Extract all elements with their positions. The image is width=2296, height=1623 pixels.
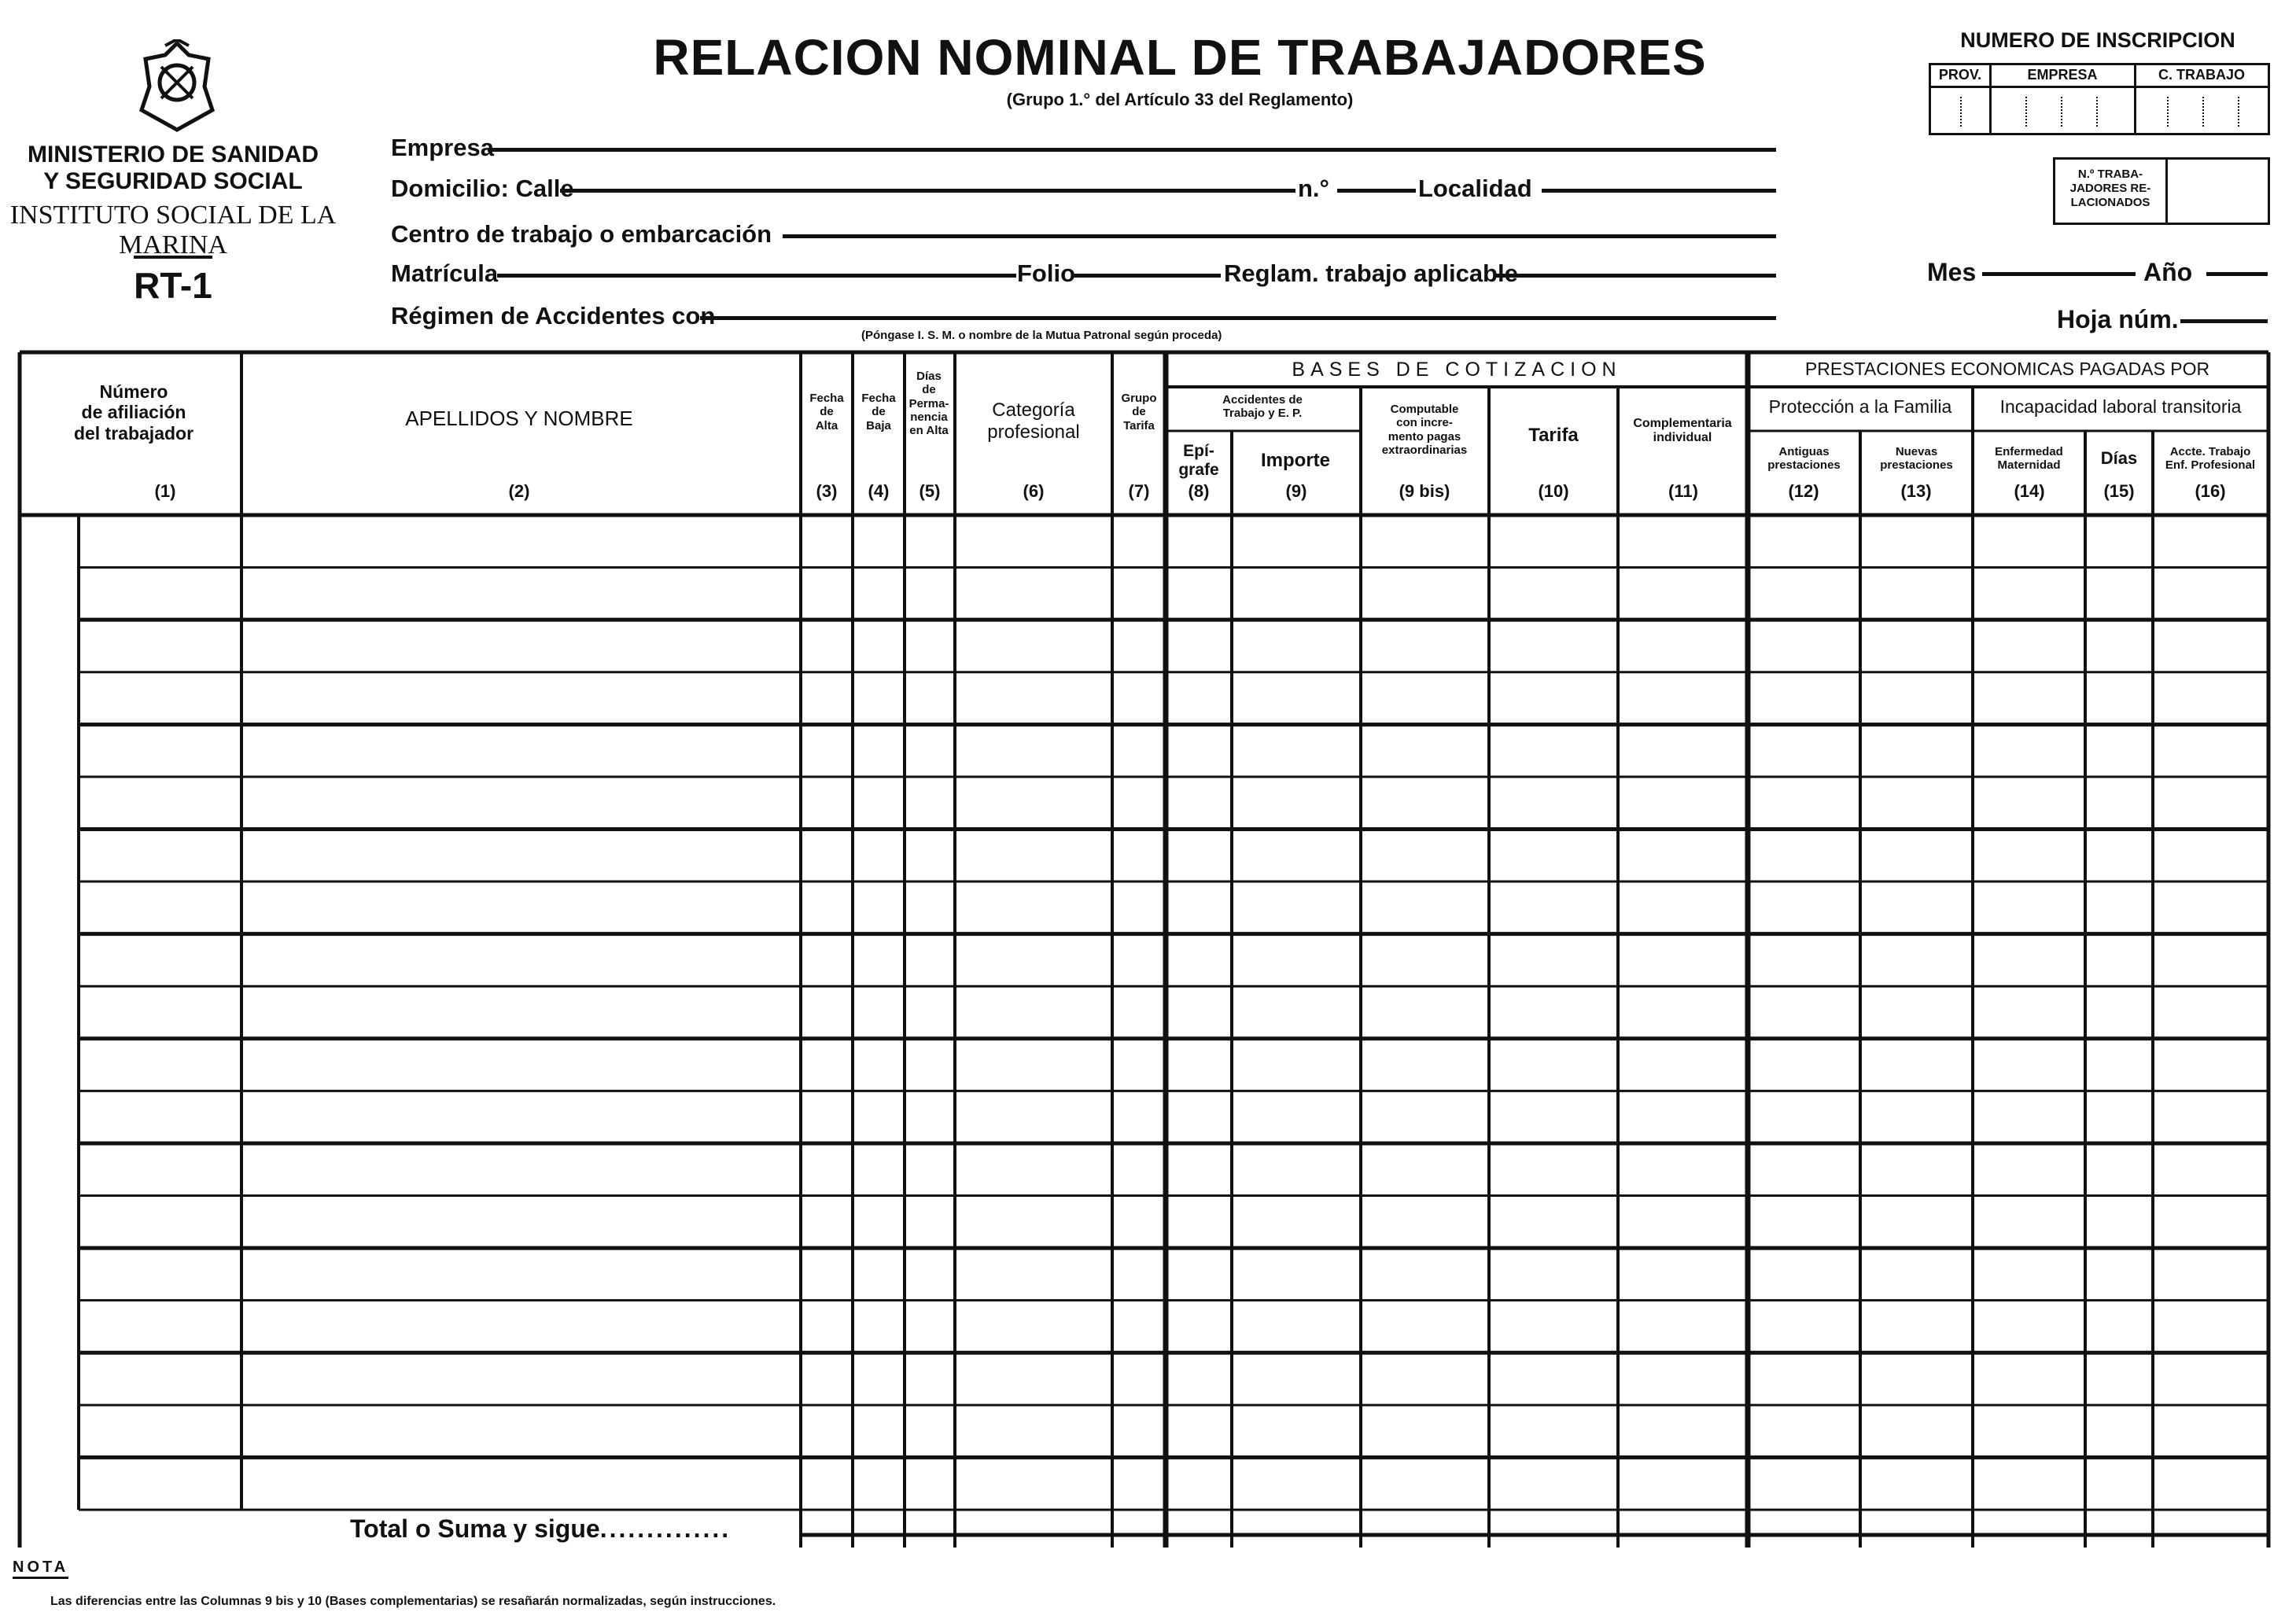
- hoja-label: Hoja núm.: [2057, 305, 2179, 333]
- col11-header: Complementaria individual: [1633, 417, 1732, 445]
- num-trabajadores-label: N.º TRABA- JADORES RE- LACIONADOS: [2069, 167, 2151, 209]
- column-number-2: (2): [508, 481, 530, 501]
- column-number-15: (14): [2014, 481, 2045, 501]
- col8-header: Epí- grafe: [1178, 442, 1219, 480]
- col12-header: Antiguas prestaciones: [1767, 445, 1841, 473]
- regimen-note: (Póngase I. S. M. o nombre de la Mutua Patronal según proceda): [861, 329, 1222, 342]
- bases-header: BASES DE COTIZACION: [1292, 359, 1622, 381]
- column-number-16: (15): [2103, 481, 2135, 501]
- col9bis-header: Computable con incre- mento pagas extraordinarias: [1381, 403, 1468, 457]
- proteccion-header: Protección a la Familia: [1768, 396, 1952, 417]
- page-title: RELACION NOMINAL DE TRABAJADORES: [653, 29, 1707, 86]
- accidentes-header: Accidentes de Trabajo y E. P.: [1222, 393, 1303, 421]
- inscripcion-prov: PROV.: [1938, 67, 1982, 83]
- domicilio-label: Domicilio: Calle: [391, 175, 574, 202]
- column-number-11: (10): [1538, 481, 1569, 501]
- inscripcion-empresa: EMPRESA: [2027, 67, 2098, 83]
- col1-header: Número de afiliación del trabajador: [73, 381, 194, 443]
- total-label: Total o Suma y sigue..............: [350, 1514, 732, 1543]
- column-number-5: (5): [919, 481, 941, 501]
- note-text: Las diferencias entre las Columnas 9 bis y 10 (Bases complementarias) se resañarán normalizadas, según instrucciones.: [50, 1595, 776, 1608]
- col7-header: Grupo de Tarifa: [1121, 392, 1157, 432]
- reglam-label: Reglam. trabajo aplicable: [1224, 259, 1518, 287]
- col6-header: Categoría profesional: [987, 399, 1080, 443]
- numero-label: n.°: [1298, 175, 1329, 202]
- centro-label: Centro de trabajo o embarcación: [391, 220, 772, 248]
- col15-header: Días: [2100, 448, 2138, 468]
- col3-header: Fecha de Alta: [809, 392, 844, 432]
- note-label: NOTA: [13, 1559, 68, 1579]
- col9-header: Importe: [1260, 450, 1330, 471]
- col16-header: Accte. Trabajo Enf. Profesional: [2165, 445, 2256, 473]
- anio-label: Año: [2143, 258, 2193, 286]
- column-number-3: (3): [816, 481, 838, 501]
- column-number-4: (4): [868, 481, 890, 501]
- prestaciones-header: PRESTACIONES ECONOMICAS PAGADAS POR: [1804, 359, 2210, 379]
- empresa-label: Empresa: [391, 134, 494, 161]
- col5-header: Días de Perma- nencia en Alta: [908, 370, 949, 437]
- column-number-17: (16): [2195, 481, 2226, 501]
- col4-header: Fecha de Baja: [861, 392, 896, 432]
- column-number-7: (7): [1128, 481, 1150, 501]
- folio-label: Folio: [1017, 259, 1076, 287]
- inscripcion-ctrabajo: C. TRABAJO: [2158, 67, 2245, 83]
- col13-header: Nuevas prestaciones: [1880, 445, 1953, 473]
- column-number-8: (8): [1188, 481, 1210, 501]
- column-number-14: (13): [1900, 481, 1932, 501]
- localidad-label: Localidad: [1418, 175, 1532, 202]
- column-number-9: (9): [1285, 481, 1307, 501]
- matricula-label: Matrícula: [391, 259, 499, 287]
- column-number-6: (6): [1023, 481, 1045, 501]
- column-number-13: (12): [1788, 481, 1819, 501]
- incapacidad-header: Incapacidad laboral transitoria: [1999, 396, 2242, 417]
- form-code: RT-1: [134, 265, 212, 306]
- column-number-1: (1): [154, 481, 176, 501]
- column-number-12: (11): [1668, 481, 1698, 501]
- mes-label: Mes: [1927, 258, 1977, 286]
- col14-header: Enfermedad Maternidad: [1995, 445, 2063, 473]
- regimen-label: Régimen de Accidentes con: [391, 302, 716, 329]
- inscripcion-title: NUMERO DE INSCRIPCION: [1960, 28, 2235, 52]
- ministry-line3: INSTITUTO SOCIAL DE LA MARINA: [9, 201, 337, 259]
- total-text: Total o Suma y sigue: [350, 1514, 600, 1543]
- col2-header: APELLIDOS Y NOMBRE: [405, 407, 633, 430]
- column-number-10: (9 bis): [1399, 481, 1450, 501]
- ministry-line1: MINISTERIO DE SANIDAD: [27, 142, 319, 167]
- col10-header: Tarifa: [1528, 425, 1579, 446]
- page-subtitle: (Grupo 1.° del Artículo 33 del Reglamento): [1006, 90, 1354, 109]
- ministry-line2: Y SEGURIDAD SOCIAL: [43, 168, 303, 194]
